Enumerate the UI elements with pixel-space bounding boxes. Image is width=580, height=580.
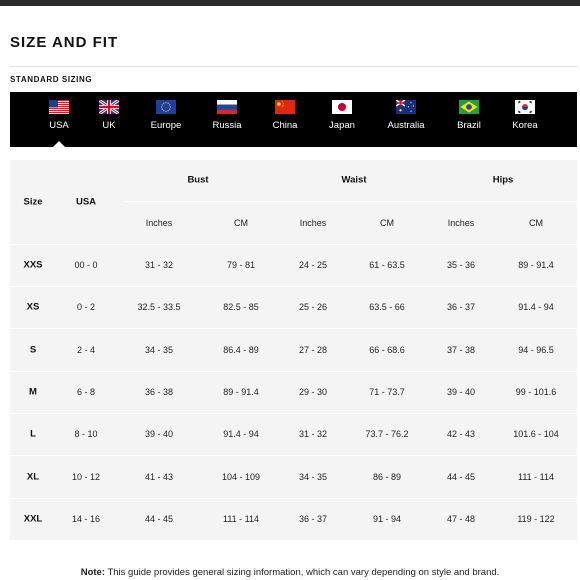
japan-flag-icon [332,100,352,114]
table-cell: 8 - 10 [74,429,98,440]
country-tab-korea[interactable] [496,92,554,147]
country-tab-brazil[interactable] [440,92,498,147]
country-tab-uk[interactable] [80,92,138,147]
eu-flag-icon [156,100,176,114]
title-divider [10,66,578,67]
table-cell: 31 - 32 [144,260,174,270]
table-cell: 10 - 12 [71,471,101,482]
table-cell: 101.6 - 104 [513,429,559,440]
country-tab-russia[interactable] [198,92,256,147]
table-cell: 35 - 36 [446,260,476,270]
row-divider [10,371,577,372]
country-label: Japan [329,120,355,131]
country-label: Korea [512,120,538,131]
table-cell: 71 - 73.7 [369,386,405,397]
table-cell: 39 - 40 [446,386,476,397]
size-table [10,160,577,540]
table-cell: 27 - 28 [298,344,328,355]
header-divider [125,201,577,202]
size-label: XL [26,471,40,482]
country-label: USA [49,120,69,131]
unit-header: Inches [145,218,173,228]
brazil-flag-icon [459,100,479,114]
table-cell: 32.5 - 33.5 [137,302,181,313]
usa-column-header: USA [75,196,97,208]
active-tab-indicator [52,141,66,148]
note-label: Note: [80,567,105,578]
table-cell: 37 - 38 [446,344,476,355]
table-cell: 36 - 37 [298,513,328,524]
size-label: XXL [23,513,43,525]
table-cell: 99 - 101.6 [515,386,557,397]
country-label: Europe [150,120,182,131]
top-bar [0,0,580,6]
table-cell: 31 - 32 [298,429,328,440]
size-label: L [30,428,36,440]
table-cell: 91 - 94 [372,513,402,524]
country-label: Russia [212,120,242,131]
note-text: This guide provides general sizing information, which can vary depending on style and brand. [104,567,500,578]
country-tab-japan[interactable] [313,92,371,147]
australia-flag-icon [396,100,416,114]
table-cell: 2 - 4 [76,344,96,355]
table-cell: 14 - 16 [71,513,101,524]
row-divider [10,455,577,456]
table-cell: 36 - 38 [144,386,174,397]
country-label: Australia [387,120,425,131]
table-cell: 119 - 122 [517,513,555,524]
country-tab-bar [10,92,577,147]
size-label: S [29,344,37,356]
table-cell: 104 - 109 [221,471,261,482]
country-label: China [272,120,298,131]
usa-flag-icon [49,100,69,114]
table-cell: 34 - 35 [144,344,174,355]
table-cell: 34 - 35 [298,471,328,482]
country-tab-china[interactable] [256,92,314,147]
table-cell: 66 - 68.6 [369,344,405,355]
table-cell: 47 - 48 [446,513,476,524]
row-divider [10,286,577,287]
table-cell: 29 - 30 [298,386,328,397]
country-tab-australia[interactable] [377,92,435,147]
country-tab-europe[interactable] [137,92,195,147]
table-cell: 89 - 91.4 [518,260,554,270]
table-cell: 111 - 114 [222,513,260,524]
table-cell: 25 - 26 [298,302,328,313]
table-cell: 94 - 96.5 [518,344,554,355]
table-cell: 44 - 45 [446,471,476,482]
table-cell: 24 - 25 [298,260,328,270]
table-cell: 0 - 2 [76,302,96,313]
russia-flag-icon [217,100,237,114]
table-cell: 63.5 - 66 [369,302,405,313]
table-cell: 79 - 81 [226,260,256,270]
unit-header: CM [529,218,543,228]
table-cell: 61 - 63.5 [369,260,405,270]
size-label: M [29,386,37,398]
size-label: XXS [23,259,43,271]
table-cell: 111 - 114 [517,471,555,482]
unit-header: CM [234,218,248,228]
table-cell: 91.4 - 94 [223,429,259,440]
sizing-note [0,567,580,578]
table-cell: 42 - 43 [446,429,476,440]
table-cell: 41 - 43 [144,471,174,482]
unit-header: Inches [447,218,475,228]
table-cell: 6 - 8 [76,386,96,397]
measurement-group-header: Bust [187,174,209,186]
row-divider [10,328,577,329]
unit-header: CM [380,218,394,228]
table-cell: 39 - 40 [144,429,174,440]
table-cell: 44 - 45 [144,513,174,524]
row-divider [10,244,577,245]
row-divider [10,498,577,499]
page-title: SIZE AND FIT [10,34,119,51]
korea-flag-icon [515,100,535,114]
country-label: Brazil [457,120,481,131]
table-cell: 86.4 - 89 [223,344,259,355]
country-label: UK [102,120,116,131]
china-flag-icon [275,100,295,114]
measurement-group-header: Hips [492,174,514,186]
section-label: STANDARD SIZING [10,75,93,84]
unit-header: Inches [299,218,327,228]
size-column-header: Size [23,196,43,208]
measurement-group-header: Waist [341,174,367,186]
table-cell: 73.7 - 76.2 [365,429,409,440]
table-cell: 00 - 0 [74,260,98,270]
size-label: XS [26,301,40,313]
table-cell: 91.4 - 94 [518,302,554,313]
table-cell: 36 - 37 [446,302,476,313]
row-divider [10,413,577,414]
uk-flag-icon [99,100,119,114]
table-cell: 89 - 91.4 [223,386,259,397]
table-cell: 82.5 - 85 [223,302,259,313]
table-cell: 86 - 89 [372,471,402,482]
